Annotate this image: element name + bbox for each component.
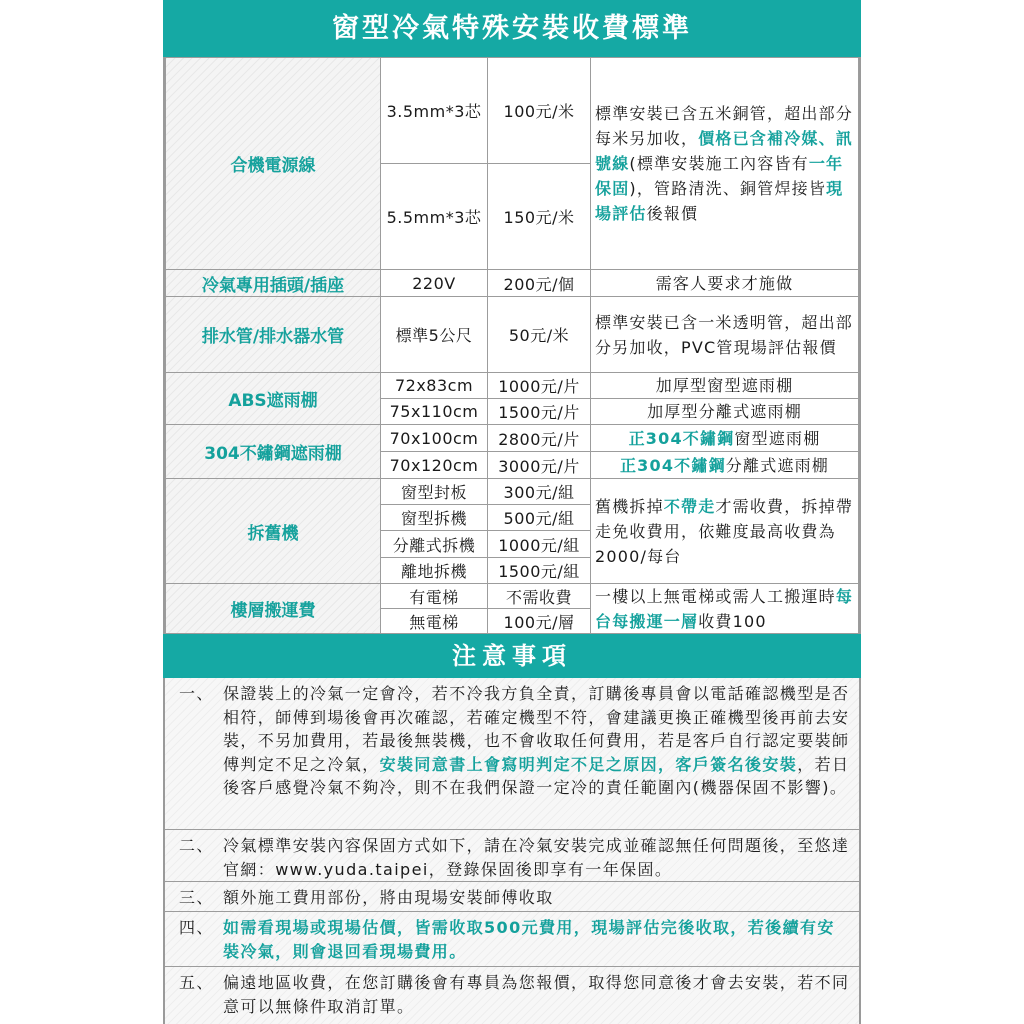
row-label-steel-awning: 304不鏽鋼遮雨棚 (165, 424, 381, 479)
notice-4-highlight: 如需看現場或現場估價，皆需收取500元費用，現場評估完後收取，若後續有安裝冷氣，則會退回看現場費用。 (223, 918, 835, 961)
power-spec-2: 5.5mm*3芯 (380, 163, 488, 270)
power-desc-text-4: 後報價 (646, 204, 699, 223)
drain-spec: 標準5公尺 (380, 296, 488, 373)
notice-number-4: 四、 (179, 918, 214, 937)
steel-spec-2: 70x120cm (380, 451, 488, 479)
steel-desc-2 (590, 451, 859, 479)
notice-1-text-2: ，若日後客戶感覺冷氣不夠冷，則不在我們保證一定冷的責任範圍內(機器保固不影響)。 (223, 754, 850, 797)
removal-desc-text-1: 舊機拆掉 (595, 496, 664, 516)
floor-price-2: 100元/層 (487, 608, 591, 634)
steel-price-2: 3000元/片 (487, 451, 591, 479)
notice-number-1: 一、 (179, 684, 214, 703)
row-label-removal: 拆舊機 (165, 478, 381, 584)
steel-desc-2-text: 分離式遮雨棚 (725, 455, 829, 475)
row-label-power-cord: 合機電源線 (165, 57, 381, 270)
notice-number-5: 五、 (179, 973, 214, 992)
steel-desc-1-text: 窗型遮雨棚 (734, 428, 821, 448)
abs-desc-1: 加厚型窗型遮雨棚 (590, 372, 859, 399)
notice-item-3 (165, 882, 859, 912)
removal-spec-2: 窗型拆機 (380, 504, 488, 531)
floor-spec-1: 有電梯 (380, 583, 488, 609)
abs-desc-2: 加厚型分離式遮雨棚 (590, 398, 859, 425)
notice-item-2 (165, 830, 859, 882)
notice-item-5 (165, 967, 859, 1024)
page-title: 窗型冷氣特殊安裝收費標準 (163, 0, 861, 57)
floor-desc-text-2: 收費100 (698, 611, 767, 631)
removal-spec-1: 窗型封板 (380, 478, 488, 505)
removal-price-2: 500元/組 (487, 504, 591, 531)
floor-description (590, 583, 859, 634)
removal-price-1: 300元/組 (487, 478, 591, 505)
notice-1-highlight: 安裝同意書上會寫明判定不足之原因，客戶簽名後安裝 (379, 754, 798, 774)
removal-spec-3: 分離式拆機 (380, 530, 488, 558)
floor-desc-highlight: 每台每搬運一層 (595, 586, 854, 631)
notice-5-text: 偏遠地區收費，在您訂購後會有專員為您報價，取得您同意後才會去安裝，若不同意可以無條件取消訂單。 (223, 973, 850, 1016)
power-spec-1: 3.5mm*3芯 (380, 57, 488, 164)
removal-description (590, 478, 859, 584)
removal-price-3: 1000元/組 (487, 530, 591, 558)
power-price-1: 100元/米 (487, 57, 591, 164)
notice-2-text: 冷氣標準安裝內容保固方式如下，請在冷氣安裝完成並確認無任何問題後，至悠達官網：www.yuda.taipei，登錄保固後即享有一年保固。 (223, 836, 850, 879)
power-desc-text-3: )，管路清洗、銅管焊接皆 (629, 179, 827, 198)
removal-price-4: 1500元/組 (487, 557, 591, 584)
row-label-drain-pipe: 排水管/排水器水管 (165, 296, 381, 373)
drain-description: 標準安裝已含一米透明管，超出部分另加收，PVC管現場評估報價 (590, 296, 859, 373)
floor-spec-2: 無電梯 (380, 608, 488, 634)
steel-desc-1-highlight: 正304不鏽鋼 (628, 428, 735, 448)
steel-desc-1 (590, 424, 859, 452)
abs-price-1: 1000元/片 (487, 372, 591, 399)
drain-price: 50元/米 (487, 296, 591, 373)
plug-price: 200元/個 (487, 269, 591, 297)
power-desc-highlight-onsite: 現場評估 (595, 179, 844, 223)
row-label-floor-carry: 樓層搬運費 (165, 583, 381, 634)
removal-spec-4: 離地拆機 (380, 557, 488, 584)
abs-spec-1: 72x83cm (380, 372, 488, 399)
notice-number-3: 三、 (179, 888, 214, 907)
power-desc-text-1: 標準安裝已含五米銅管，超出部分每米另加收， (595, 104, 854, 148)
removal-desc-text-2: 才需收費，拆掉帶走免收費用，依難度最高收費為2000/每台 (595, 496, 854, 566)
notice-item-4 (165, 912, 859, 967)
steel-price-1: 2800元/片 (487, 424, 591, 452)
row-label-plug: 冷氣專用插頭/插座 (165, 269, 381, 297)
notice-3-text: 額外施工費用部份，將由現場安裝師傅收取 (223, 888, 554, 907)
power-desc-highlight-warranty: 一年保固 (595, 154, 844, 198)
abs-spec-2: 75x110cm (380, 398, 488, 425)
plug-spec: 220V (380, 269, 488, 297)
floor-desc-text-1: 一樓以上無電梯或需人工搬運時 (595, 586, 836, 606)
abs-price-2: 1500元/片 (487, 398, 591, 425)
steel-spec-1: 70x100cm (380, 424, 488, 452)
power-desc-text-2: (標準安裝施工內容皆有 (629, 154, 809, 173)
steel-desc-2-highlight: 正304不鏽鋼 (619, 455, 726, 475)
power-desc-highlight-refrigerant: 價格已含補冷媒、訊號線 (595, 129, 854, 173)
notice-1-text-1: 保證裝上的冷氣一定會冷，若不冷我方負全責，訂購後專員會以電話確認機型是否相符，師傅到場後會再次確認，若確定機型不符，會建議更換正確機型後再前去安裝，不另加費用，若最後無裝機，也不會收取任何費用，若是客戶自行認定要裝師傅判定不足之冷氣， (223, 684, 850, 774)
notice-number-2: 二、 (179, 836, 214, 855)
notice-item-1 (165, 678, 859, 830)
notice-title: 注意事項 (163, 634, 861, 678)
floor-price-1: 不需收費 (487, 583, 591, 609)
plug-description: 需客人要求才施做 (590, 269, 859, 297)
power-cord-description (590, 57, 859, 270)
removal-desc-highlight: 不帶走 (663, 496, 716, 516)
row-label-abs-awning: ABS遮雨棚 (165, 372, 381, 425)
power-price-2: 150元/米 (487, 163, 591, 270)
